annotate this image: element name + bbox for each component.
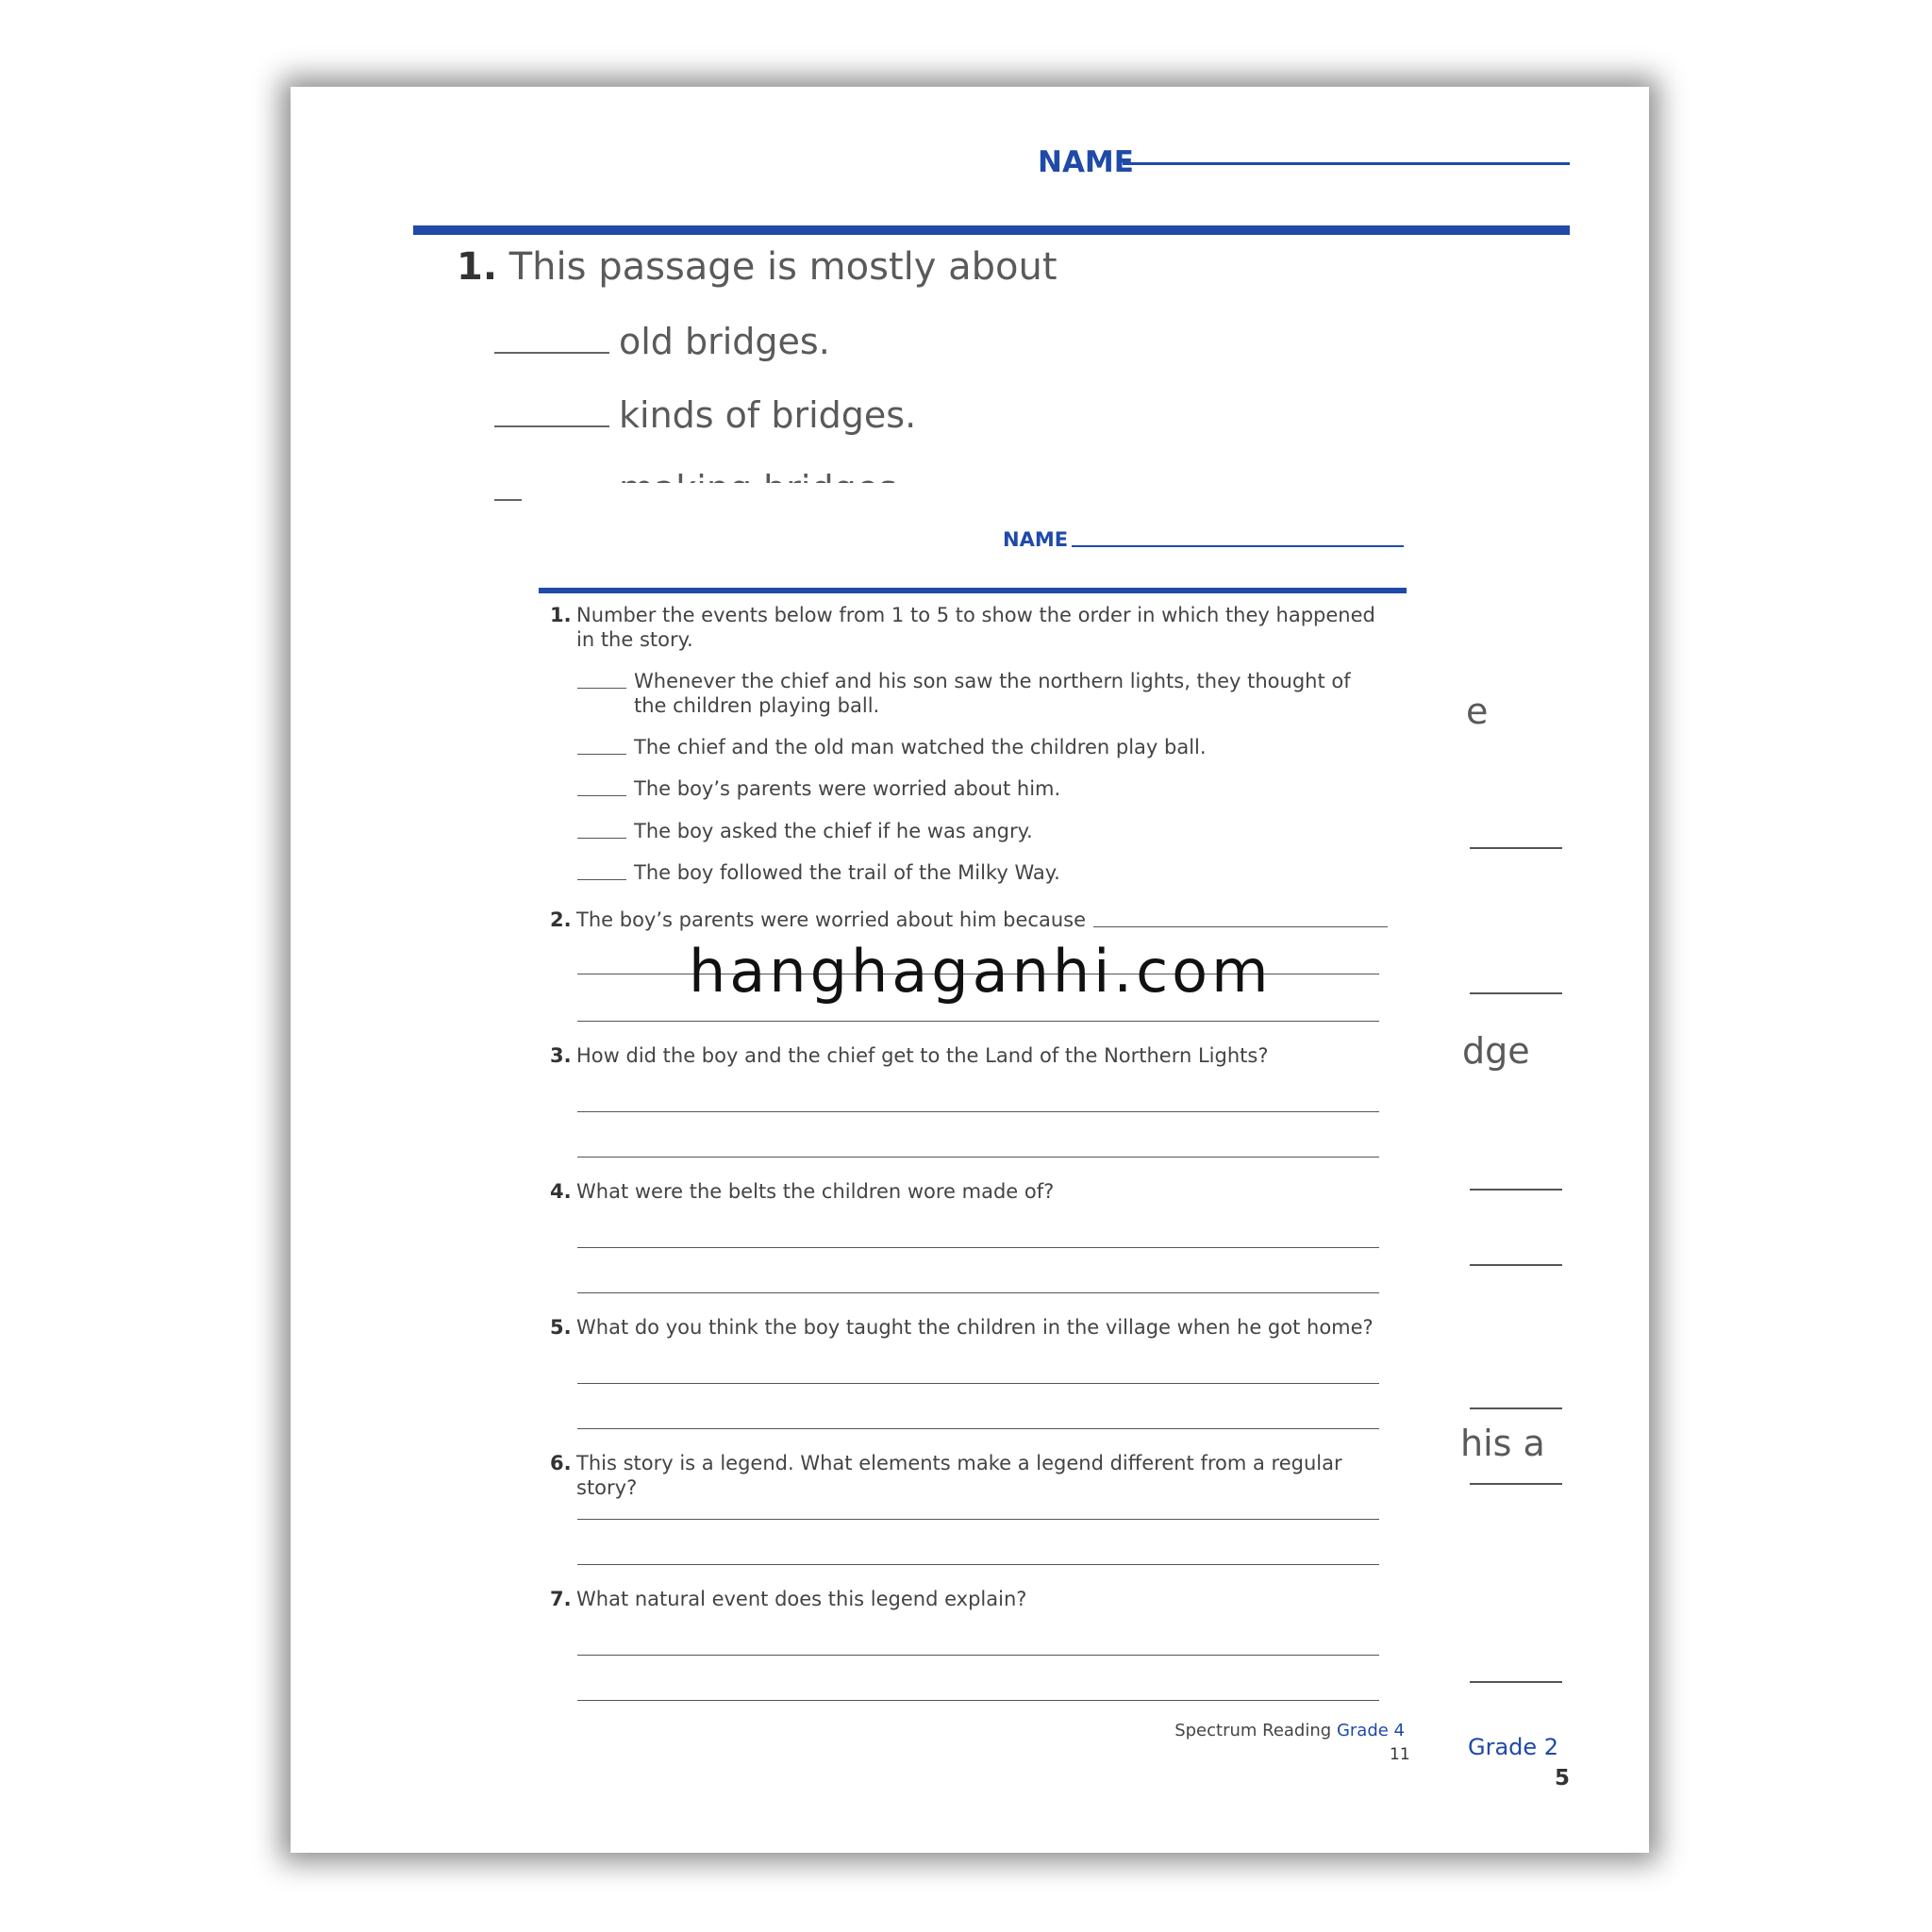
question-2 [550, 908, 1399, 932]
event-text: The boy’s parents were worried about him. [634, 777, 1061, 800]
answer-line [577, 1157, 1379, 1158]
question-prompt: What natural event does this legend explain? [576, 1588, 1027, 1610]
back-question-1-prompt: This passage is mostly about [508, 245, 1058, 289]
back-option [494, 394, 916, 436]
back-name-line [1123, 162, 1570, 165]
back-page-number: 5 [1555, 1766, 1571, 1790]
back-option-text: old bridges. [619, 321, 830, 362]
back-header-rule [413, 225, 1570, 235]
question-number: 7. [550, 1588, 572, 1610]
back-text-fragment: e [1466, 691, 1489, 732]
question-number: 4. [550, 1180, 572, 1203]
question-1 [550, 603, 1399, 652]
answer-line [577, 1111, 1379, 1112]
question-prompt: How did the boy and the chief get to the Land of the Northern Lights? [576, 1044, 1269, 1067]
event-item [577, 735, 1370, 759]
event-item [577, 669, 1370, 718]
back-name-label: NAME [1038, 145, 1134, 179]
footer-grade: Grade 4 [1336, 1721, 1405, 1740]
footer [1174, 1721, 1405, 1740]
back-question-1-number: 1. [457, 245, 498, 289]
back-answer-line [1470, 847, 1562, 849]
answer-line [1093, 926, 1388, 927]
question-prompt: Number the events below from 1 to 5 to show the order in which they happened in the story. [576, 604, 1375, 651]
back-answer-line [1470, 1264, 1562, 1266]
question-number: 5. [550, 1316, 572, 1339]
header-rule [539, 588, 1407, 593]
back-answer-line [1470, 1189, 1562, 1191]
question-7 [550, 1587, 1399, 1611]
name-line [1072, 545, 1404, 547]
back-text-fragment: dge [1462, 1030, 1530, 1072]
event-blank [577, 688, 626, 689]
event-text: The boy asked the chief if he was angry. [634, 820, 1033, 842]
question-number: 1. [550, 604, 572, 626]
answer-line [577, 1655, 1379, 1656]
answer-line [577, 1519, 1379, 1520]
event-text: Whenever the chief and his son saw the northern lights, they thought of the children playing ball. [634, 670, 1351, 717]
answer-line [577, 1700, 1379, 1701]
back-option-blank [494, 425, 609, 427]
back-question-1 [457, 245, 1058, 289]
page-number: 11 [1390, 1745, 1410, 1764]
question-prompt: The boy’s parents were worried about him because [576, 908, 1087, 931]
back-answer-line [1470, 1681, 1562, 1683]
event-blank [577, 754, 626, 755]
answer-line [577, 1383, 1379, 1384]
back-option-blank [494, 352, 609, 354]
question-prompt: This story is a legend. What elements make a legend different from a regular story? [576, 1452, 1342, 1499]
event-item [577, 819, 1370, 843]
question-3 [550, 1043, 1399, 1068]
question-number: 2. [550, 908, 572, 931]
question-4 [550, 1179, 1399, 1204]
back-option-text: kinds of bridges. [619, 394, 917, 436]
front-worksheet-page [522, 483, 1427, 1764]
back-answer-line [1470, 1407, 1562, 1409]
question-6 [550, 1451, 1399, 1500]
back-answer-line [1470, 1483, 1562, 1485]
event-blank [577, 838, 626, 839]
event-blank [577, 879, 626, 880]
back-option [494, 321, 830, 362]
question-prompt: What were the belts the children wore made of? [576, 1180, 1055, 1203]
event-blank [577, 795, 626, 796]
footer-series: Spectrum Reading [1174, 1721, 1332, 1740]
answer-line [577, 1292, 1379, 1293]
event-text: The boy followed the trail of the Milky Way. [634, 861, 1060, 884]
event-text: The chief and the old man watched the children play ball. [634, 736, 1207, 758]
answer-line [577, 1428, 1379, 1429]
question-number: 3. [550, 1044, 572, 1067]
name-label: NAME [1003, 528, 1069, 551]
event-item [577, 860, 1370, 885]
back-footer-grade: Grade 2 [1468, 1734, 1559, 1760]
question-prompt: What do you think the boy taught the children in the village when he got home? [576, 1316, 1374, 1339]
back-answer-line [1470, 992, 1562, 994]
answer-line [577, 1021, 1379, 1022]
question-5 [550, 1315, 1399, 1340]
back-text-fragment: his a [1460, 1423, 1545, 1464]
answer-line [577, 1564, 1379, 1565]
watermark-text: hanghaganhi.com [689, 937, 1273, 1006]
event-item [577, 776, 1370, 801]
answer-line [577, 1247, 1379, 1248]
question-number: 6. [550, 1452, 572, 1474]
